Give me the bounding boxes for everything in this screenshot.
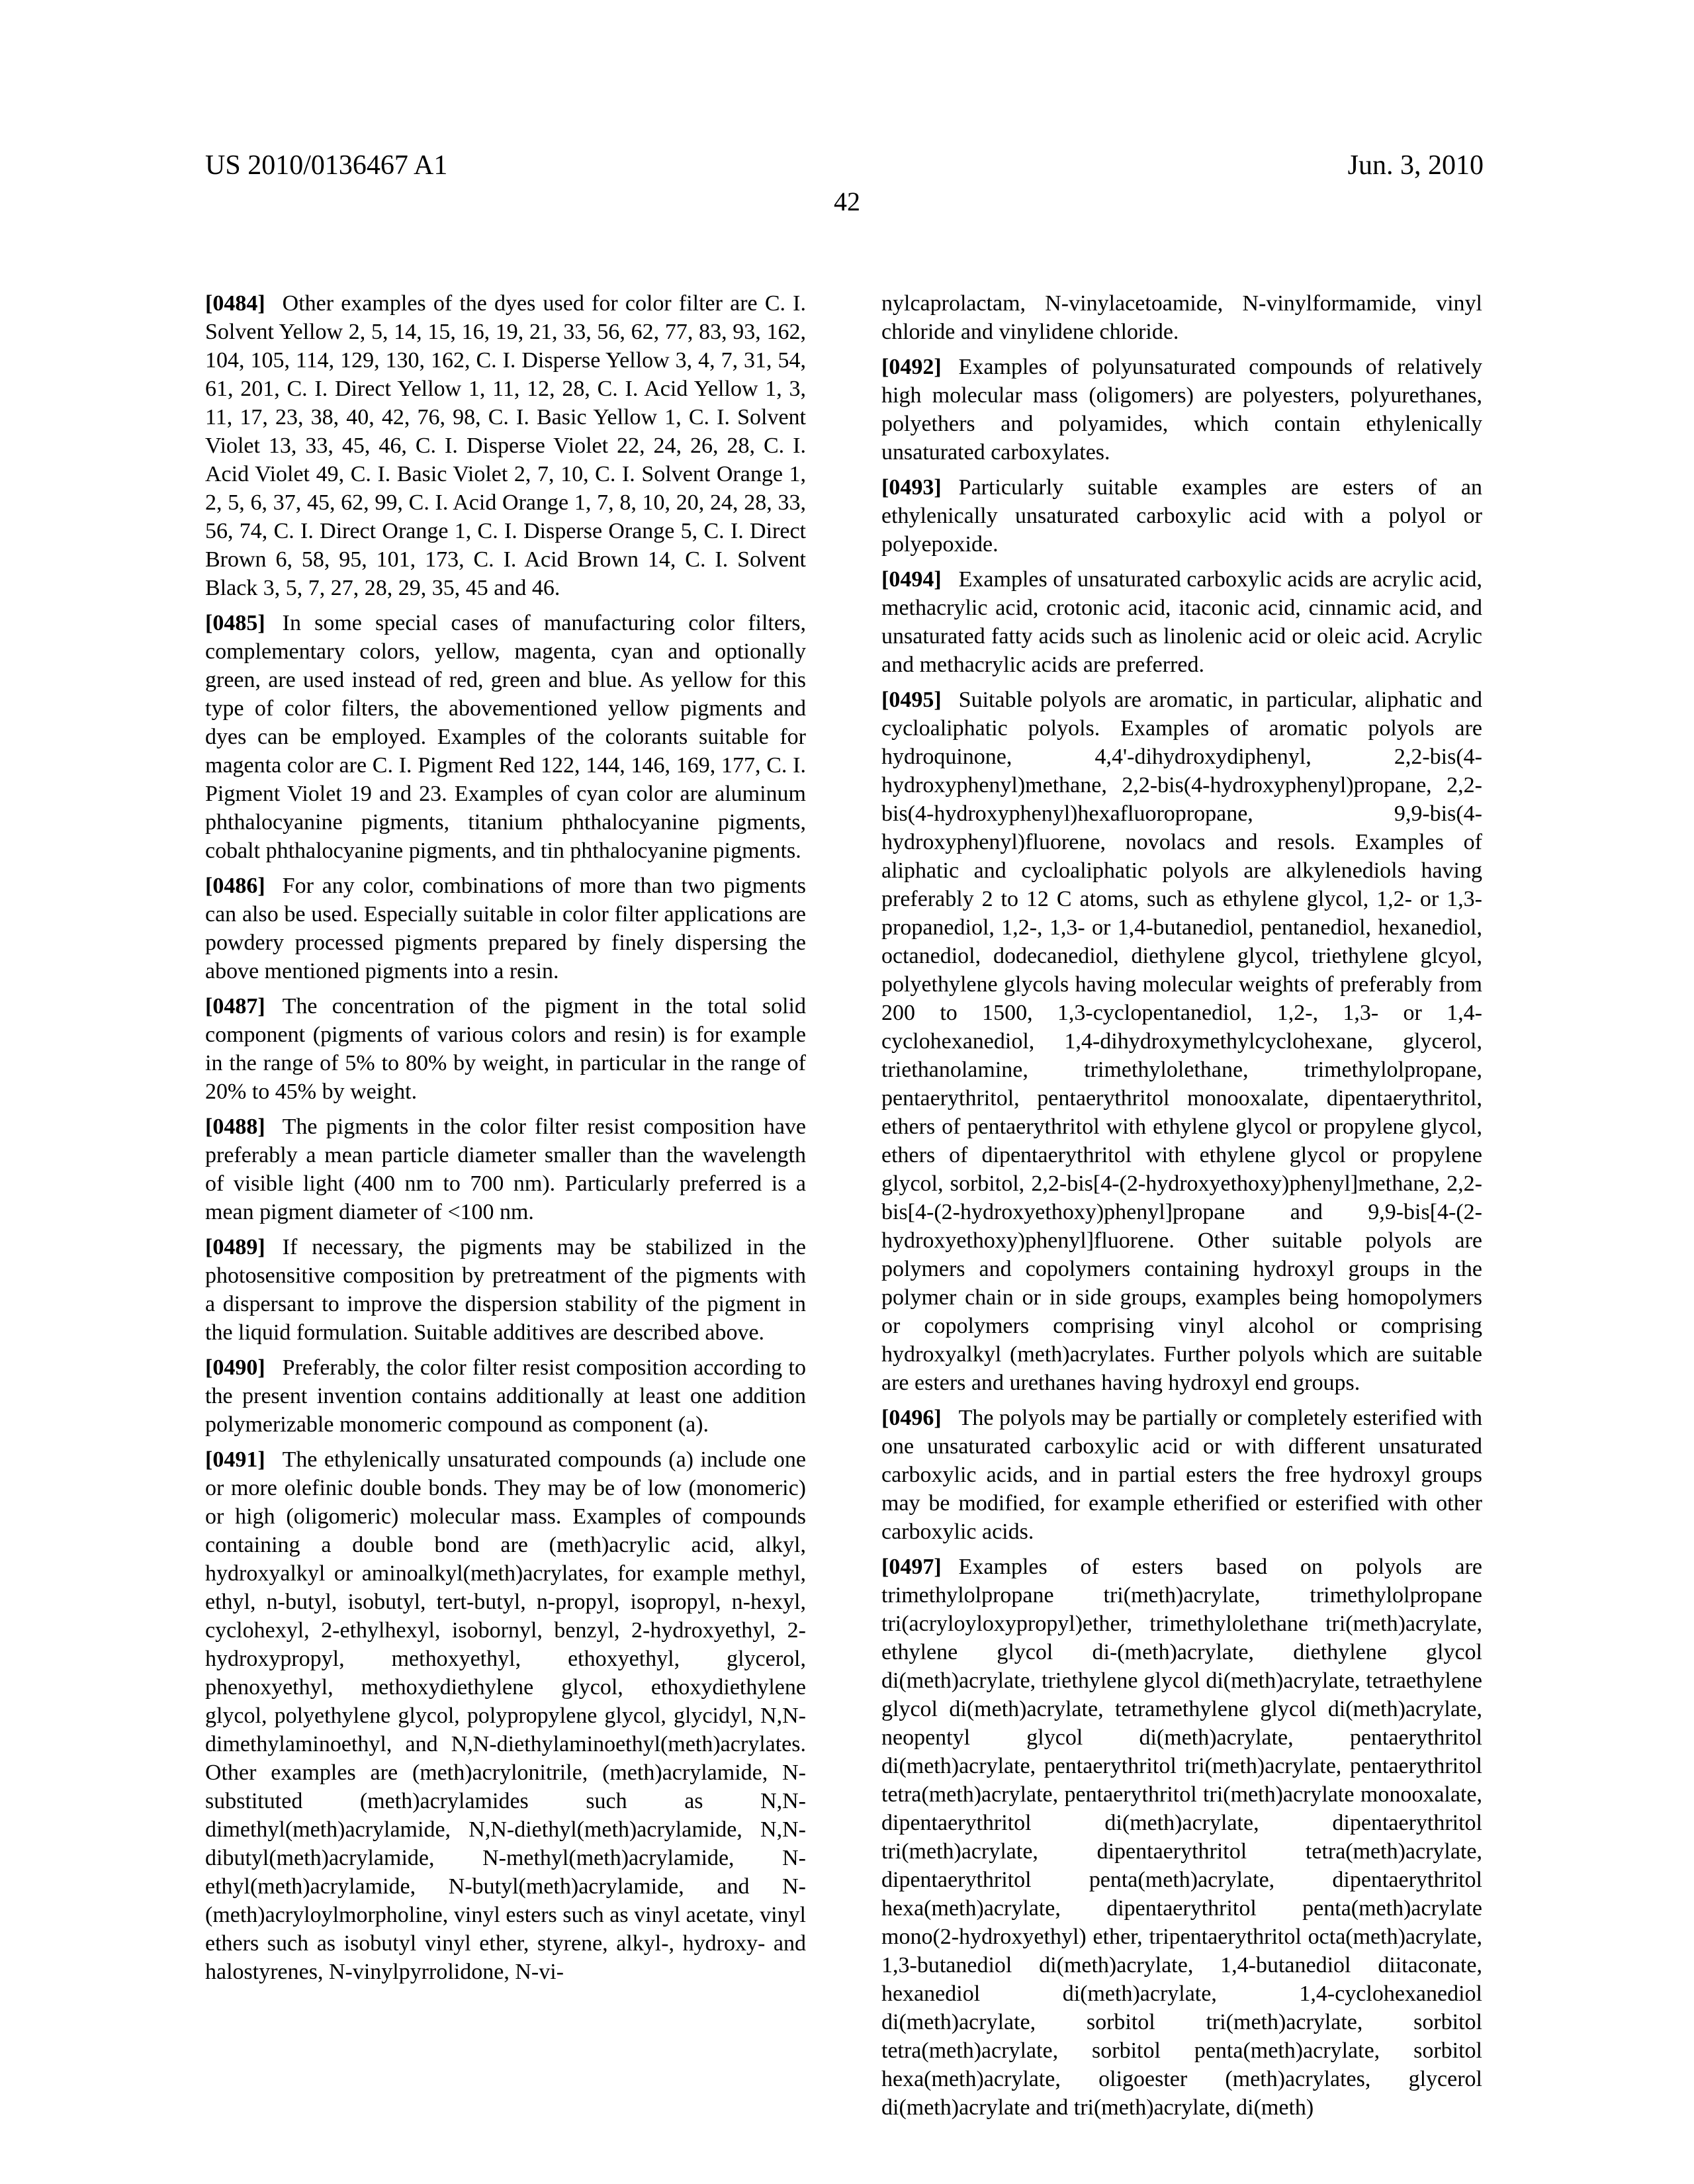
page-header: [205, 151, 1484, 180]
paragraph: [0484] Other examples of the dyes used for color filter are C. I. Solvent Yellow 2, 5, 14, 15, 16, 19, 21, 33, 56, 62, 77, 83, 93, 162, 104, 105, 114, 129, 130, 162, C. I. Disperse Yellow 3, 4, 7, 31, 54, 61, 201, C. I. Direct Yellow 1, 11, 12, 28, C. I. Acid Yellow 1, 3, 11, 17, 23, 38, 40, 42, 76, 98, C. I. Basic Yellow 1, C. I. Solvent Violet 13, 33, 45, 46, C. I. Disperse Violet 22, 24, 26, 28, C. I. Acid Violet 49, C. I. Basic Violet 2, 7, 10, C. I. Solvent Orange 1, 2, 5, 6, 37, 45, 62, 99, C. I. Acid Orange 1, 7, 8, 10, 20, 24, 28, 33, 56, 74, C. I. Direct Orange 1, C. I. Disperse Orange 5, C. I. Direct Brown 6, 58, 95, 101, 173, C. I. Acid Brown 14, C. I. Solvent Black 3, 5, 7, 27, 28, 29, 35, 45 and 46.: [205, 291, 806, 600]
paragraph-number: [0487]: [205, 994, 265, 1019]
page-number: 42: [834, 187, 860, 216]
paragraph-number: [0489]: [205, 1235, 265, 1259]
paragraph: nylcaprolactam, N-vinylacetoamide, N-vinylformamide, vinyl chloride and vinylidene chloride.: [881, 291, 1482, 344]
paragraph: [0496] The polyols may be partially or completely esterified with one unsaturated carboxylic acid or with different unsaturated carboxylic acids, and in partial esters the free hydroxyl groups may be modified, for example etherified or esterified with other carboxylic acids.: [881, 1406, 1482, 1544]
paragraph-number: [0484]: [205, 291, 265, 316]
paragraph-number: [0491]: [205, 1447, 265, 1472]
paragraph: [0485] In some special cases of manufacturing color filters, complementary colors, yellow, magenta, cyan and optionally green, are used instead of red, green and blue. As yellow for this type of color filters, the abovementioned yellow pigments and dyes can be employed. Examples of the colorants suitable for magenta color are C. I. Pigment Red 122, 144, 146, 169, 177, C. I. Pigment Violet 19 and 23. Examples of cyan color are aluminum phthalocyanine pigments, titanium phthalocyanine pigments, cobalt phthalocyanine pigments, and tin phthalocyanine pigments.: [205, 611, 806, 863]
paragraph-number: [0493]: [881, 475, 942, 500]
paragraph: [0491] The ethylenically unsaturated compounds (a) include one or more olefinic double bonds. They may be of low (monomeric) or high (oligomeric) molecular mass. Examples of compounds containing a double bond are (meth)acrylic acid, alkyl, hydroxyalkyl or aminoalkyl(meth)acrylates, for example methyl, ethyl, n-butyl, isobutyl, tert-butyl, n-propyl, isopropyl, n-hexyl, cyclohexyl, 2-ethylhexyl, isobornyl, benzyl, 2-hydroxyethyl, 2-hydroxypropyl, methoxyethyl, ethoxyethyl, glycerol, phenoxyethyl, methoxydiethylene glycol, ethoxydiethylene glycol, polyethylene glycol, polypropylene glycol, glycidyl, N,N-dimethylaminoethyl, and N,N-diethylaminoethyl(meth)acrylates. Other examples are (meth)acrylonitrile, (meth)acrylamide, N-substituted (meth)acrylamides such as N,N-dimethyl(meth)acrylamide, N,N-diethyl(meth)acrylamide, N,N-dibutyl(meth)acrylamide, N-methyl(meth)acrylamide, N-ethyl(meth)acrylamide, N-butyl(meth)acrylamide, and N-(meth)acryloylmorpholine, vinyl esters such as vinyl acetate, vinyl ethers such as isobutyl vinyl ether, styrene, alkyl-, hydroxy- and halostyrenes, N-vinylpyrrolidone, N-vi-: [205, 1447, 806, 1984]
paragraph: [0495] Suitable polyols are aromatic, in particular, aliphatic and cycloaliphatic polyols. Examples of aromatic polyols are hydroquinone, 4,4'-dihydroxydiphenyl, 2,2-bis(4-hydroxyphenyl)methane, 2,2-bis(4-hydroxyphenyl)propane, 2,2-bis(4-hydroxyphenyl)hexafluoropropane, 9,9-bis(4-hydroxyphenyl)fluorene, novolacs and resols. Examples of aliphatic and cycloaliphatic polyols are alkylenediols having preferably 2 to 12 C atoms, such as ethylene glycol, 1,2- or 1,3-propanediol, 1,2-, 1,3- or 1,4-butanediol, pentanediol, hexanediol, octanediol, dodecanediol, diethylene glycol, triethylene glcyol, polyethylene glycols having molecular weights of preferably from 200 to 1500, 1,3-cyclopentanediol, 1,2-, 1,3- or 1,4-cyclohexanediol, 1,4-dihydroxymethylcyclohexane, glycerol, triethanolamine, trimethylolethane, trimethylolpropane, pentaerythritol, pentaerythritol monooxalate, dipentaerythritol, ethers of pentaerythritol with ethylene glycol or propylene glycol, ethers of dipentaerythritol with ethylene glycol or propylene glycol, sorbitol, 2,2-bis[4-(2-hydroxyethoxy)phenyl]methane, 2,2-bis[4-(2-hydroxyethoxy)phenyl]propane and 9,9-bis[4-(2-hydroxyethoxy)phenyl]fluorene. Other suitable polyols are polymers and copolymers containing hydroxyl groups in the polymer chain or in side groups, examples being homopolymers or copolymers comprising vinyl alcohol or comprising hydroxyalkyl (meth)acrylates. Further polyols which are suitable are esters and urethanes having hydroxyl end groups.: [881, 688, 1482, 1395]
paragraph-number: [0494]: [881, 567, 942, 592]
paragraph-number: [0485]: [205, 611, 265, 635]
paragraph: [0493] Particularly suitable examples are esters of an ethylenically unsaturated carboxylic acid with a polyol or polyepoxide.: [881, 475, 1482, 557]
paragraph-number: [0496]: [881, 1406, 942, 1430]
paragraph: [0486] For any color, combinations of more than two pigments can also be used. Especially suitable in color filter applications are powdery processed pigments prepared by finely dispersing the above mentioned pigments into a resin.: [205, 874, 806, 983]
paragraph-number: [0492]: [881, 355, 942, 379]
publication-date: Jun. 3, 2010: [1347, 150, 1484, 181]
paragraph: [0488] The pigments in the color filter resist composition have preferably a mean particle diameter smaller than the wavelength of visible light (400 nm to 700 nm). Particularly preferred is a mean pigment diameter of <100 nm.: [205, 1115, 806, 1224]
paragraph: [0494] Examples of unsaturated carboxylic acids are acrylic acid, methacrylic acid, crotonic acid, itaconic acid, cinnamic acid, and unsaturated fatty acids such as linolenic acid or oleic acid. Acrylic and methacrylic acids are preferred.: [881, 567, 1482, 677]
paragraph: [0497] Examples of esters based on polyols are trimethylolpropane tri(meth)acrylate, trimethylolpropane tri(acryloyloxypropyl)ether, trimethylolethane tri(meth)acrylate, ethylene glycol di-(meth)acrylate, diethylene glycol di(meth)acrylate, triethylene glycol di(meth)acrylate, tetraethylene glycol di(meth)acrylate, tetramethylene glycol di(meth)acrylate, neopentyl glycol di(meth)acrylate, pentaerythritol di(meth)acrylate, pentaerythritol tri(meth)acrylate, pentaerythritol tetra(meth)acrylate, pentaerythritol tri(meth)acrylate monooxalate, dipentaerythritol di(meth)acrylate, dipentaerythritol tri(meth)acrylate, dipentaerythritol tetra(meth)acrylate, dipentaerythritol penta(meth)acrylate, dipentaerythritol hexa(meth)acrylate, dipentaerythritol penta(meth)acrylate mono(2-hydroxyethyl) ether, tripentaerythritol octa(meth)acrylate, 1,3-butanediol di(meth)acrylate, 1,4-butanediol diitaconate, hexanediol di(meth)acrylate, 1,4-cyclohexanediol di(meth)acrylate, sorbitol tri(meth)acrylate, sorbitol tetra(meth)acrylate, sorbitol penta(meth)acrylate, sorbitol hexa(meth)acrylate, oligoester (meth)acrylates, glycerol di(meth)acrylate and tri(meth)acrylate, di(meth): [881, 1555, 1482, 2120]
paragraph: [0492] Examples of polyunsaturated compounds of relatively high molecular mass (oligomers) are polyesters, polyurethanes, polyethers and polyamides, which contain ethylenically unsaturated carboxylates.: [881, 355, 1482, 465]
paragraph-number: [0488]: [205, 1115, 265, 1139]
patent-number: US 2010/0136467 A1: [205, 150, 448, 181]
paragraph-number: [0495]: [881, 688, 942, 712]
paragraph: [0490] Preferably, the color filter resist composition according to the present invention contains additionally at least one addition polymerizable monomeric compound as component (a).: [205, 1355, 806, 1437]
paragraph-number: [0486]: [205, 874, 265, 898]
paragraph: [0489] If necessary, the pigments may be stabilized in the photosensitive composition by pretreatment of the pigments with a dispersant to improve the dispersion stability of the pigment in the liquid formulation. Suitable additives are described above.: [205, 1235, 806, 1345]
paragraph-number: [0490]: [205, 1355, 265, 1380]
paragraph-number: [0497]: [881, 1555, 942, 1579]
left-column: [205, 289, 806, 1986]
right-column: [881, 289, 1482, 2122]
paragraph: [0487] The concentration of the pigment in the total solid component (pigments of various colors and resin) is for example in the range of 5% to 80% by weight, in particular in the range of 20% to 45% by weight.: [205, 994, 806, 1104]
